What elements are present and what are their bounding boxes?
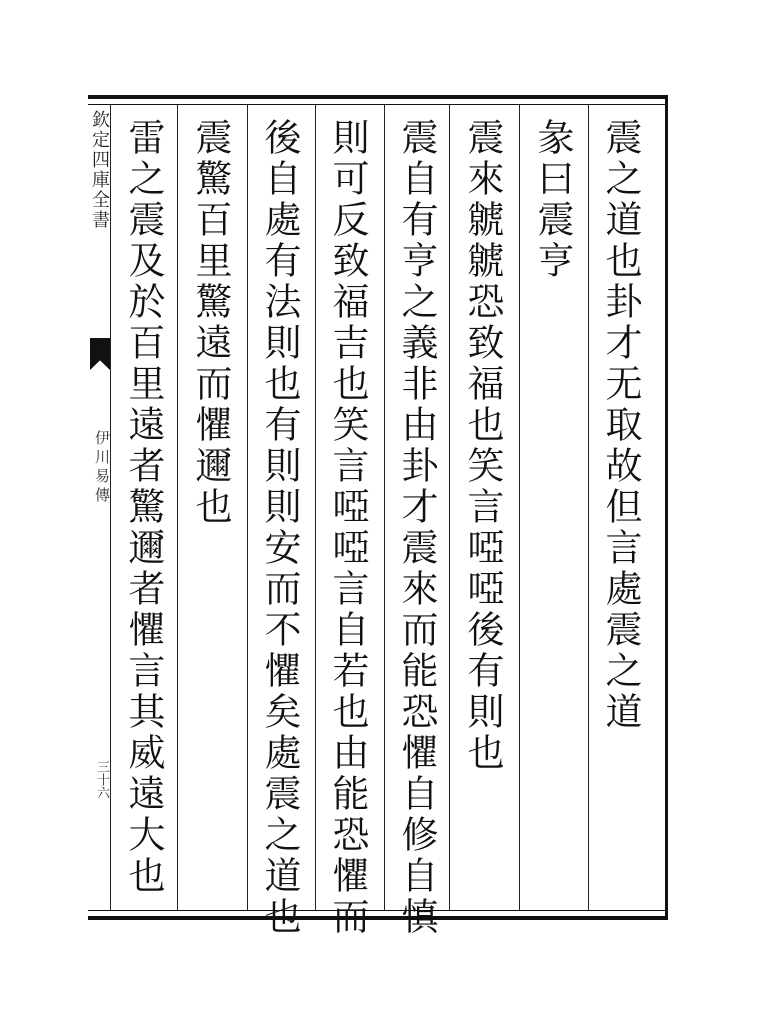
column-divider	[384, 104, 385, 910]
text-column-2: 彖曰震亨	[531, 118, 574, 282]
margin-page-number: 三十六	[94, 760, 109, 799]
margin-book-title: 伊川易傳	[93, 430, 111, 506]
column-divider	[588, 104, 589, 910]
frame-top-rule	[88, 104, 668, 105]
frame-bottom-rule	[88, 910, 668, 911]
text-column-4: 震自有亨之義非由卦才震來而能恐懼自修自慎	[395, 118, 438, 938]
text-column-7: 震驚百里驚遠而懼邇也	[189, 118, 232, 528]
column-divider	[449, 104, 450, 910]
text-column-1: 震之道也卦才无取故但言處震之道	[599, 118, 642, 733]
column-divider	[315, 104, 316, 910]
column-divider	[177, 104, 178, 910]
text-column-3: 震來虩虩恐致福也笑言啞啞後有則也	[461, 118, 504, 774]
page-frame	[88, 95, 668, 920]
text-column-8: 雷之震及於百里遠者驚邇者懼言其威遠大也	[122, 118, 165, 897]
text-column-5: 則可反致福吉也笑言啞啞言自若也由能恐懼而	[326, 118, 369, 938]
column-divider	[247, 104, 248, 910]
column-divider	[519, 104, 520, 910]
margin-title: 欽定四庫全書	[89, 110, 110, 230]
text-column-6: 後自處有法則也有則則安而不懼矣處震之道也	[258, 118, 301, 938]
